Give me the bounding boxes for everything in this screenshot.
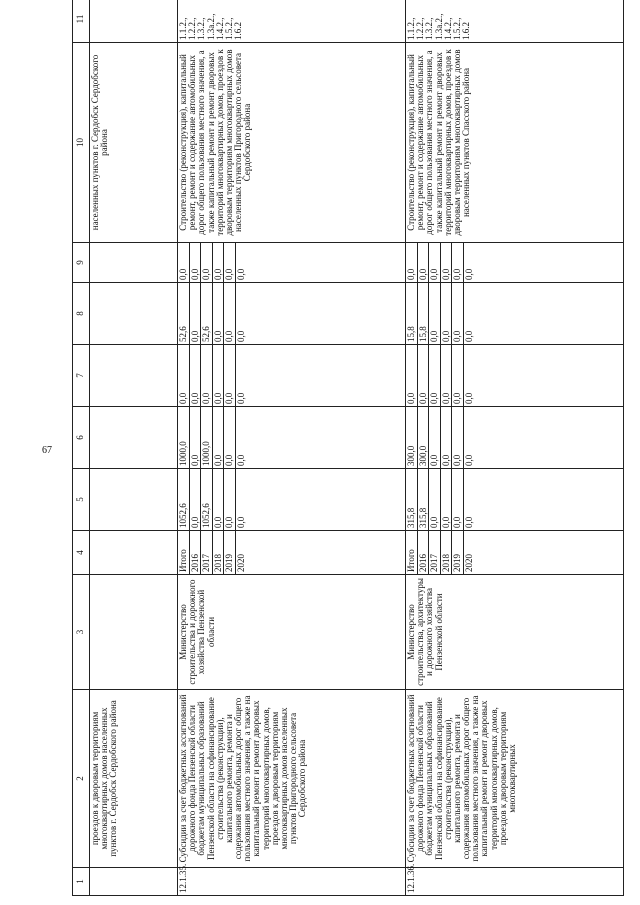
- year-value: 2019: [223, 531, 235, 574]
- amount-value: 0,0: [223, 283, 235, 344]
- ministry: Министерство строительства и дорожного хозяйства Пензенской области: [178, 575, 406, 690]
- header-cell: 5: [73, 469, 90, 531]
- amount-value: 52,6: [200, 283, 212, 344]
- empty-cell: [90, 283, 178, 345]
- row-number: [90, 868, 178, 896]
- amount-value: 0,0: [178, 268, 188, 280]
- amount-value: 0,0: [451, 469, 463, 530]
- amount-value: 0,0: [417, 345, 429, 406]
- years-cell: [178, 531, 406, 575]
- amount-value: 0,0: [451, 283, 463, 344]
- years-cell: [406, 531, 624, 575]
- year-value: 2016: [417, 531, 429, 574]
- amount-value: 0,0: [417, 243, 429, 282]
- local-cell: [178, 283, 406, 345]
- indicators: 1.1.2., 1.2.2., 1.3.2., 1.3а.2., 1.4.2., 1.5.2., 1.6.2: [406, 0, 624, 43]
- header-cell: 3: [73, 575, 90, 690]
- federal-cell: [406, 345, 624, 407]
- amount-value: 0,0: [428, 243, 440, 282]
- amount-value: 0,0: [463, 407, 475, 468]
- amount-value: 0,0: [463, 283, 475, 344]
- amount-value: 0,0: [223, 243, 235, 282]
- row-number: 12.1.36.: [406, 868, 624, 896]
- year-value: Итого: [178, 549, 188, 572]
- other-cell: [406, 243, 624, 283]
- empty-cell: [90, 345, 178, 407]
- amount-value: 15,8: [406, 326, 416, 342]
- expected-result: Строительство (реконструкция), капитальный ремонт, ремонт и содержание автомобильных дорог общего пользования местного значения, а также капитальный ремонт и ремонт дворовых территорий многоквартирных домов, проездов к дворовым территориям многоквартирных домов населенных пунктов Спасского района: [406, 43, 624, 243]
- amount-value: 0,0: [428, 283, 440, 344]
- amount-value: 0,0: [451, 243, 463, 282]
- ministry: [90, 575, 178, 690]
- amount-value: 0,0: [200, 243, 212, 282]
- amount-value: 0,0: [428, 345, 440, 406]
- year-value: 2018: [212, 531, 224, 574]
- amount-value: 0,0: [451, 345, 463, 406]
- header-cell: 1: [73, 868, 90, 896]
- total-cell: [406, 469, 624, 531]
- year-value: Итого: [406, 549, 416, 572]
- year-value: 2017: [428, 531, 440, 574]
- amount-value: 0,0: [428, 407, 440, 468]
- amount-value: 1052,6: [200, 469, 212, 530]
- header-cell: 6: [73, 407, 90, 469]
- amount-value: 0,0: [428, 469, 440, 530]
- amount-value: 15,8: [417, 283, 429, 344]
- amount-value: 0,0: [463, 243, 475, 282]
- amount-value: 0,0: [223, 469, 235, 530]
- indicators: 1.1.2., 1.2.2., 1.3.2., 1.3а.2., 1.4.2., 1.5.2., 1.6.2: [178, 0, 406, 43]
- amount-value: 0,0: [406, 392, 416, 404]
- total-cell: [178, 469, 406, 531]
- other-cell: [178, 243, 406, 283]
- amount-value: 0,0: [235, 283, 247, 344]
- year-value: 2020: [235, 531, 247, 574]
- page-number: 67: [42, 445, 52, 456]
- regional-cell: [406, 407, 624, 469]
- amount-value: 315,8: [406, 507, 416, 528]
- year-value: 2018: [440, 531, 452, 574]
- measure-name: проездов к дворовым территориям многоквартирных домов населенных пунктов г. Сердобск Сердобского района: [90, 690, 178, 868]
- header-cell: 7: [73, 345, 90, 407]
- header-row: [73, 0, 90, 896]
- amount-value: 0,0: [200, 345, 212, 406]
- amount-value: 0,0: [235, 243, 247, 282]
- amount-value: 0,0: [212, 243, 224, 282]
- local-cell: [406, 283, 624, 345]
- header-cell: 9: [73, 243, 90, 283]
- amount-value: 0,0: [440, 345, 452, 406]
- amount-value: 0,0: [212, 407, 224, 468]
- measure-name: Субсидии за счет бюджетных ассигнований дорожного фонда Пензенской области бюджетам муниципальных образований Пензенской области на софинансирование строительства (реконструкции), капитального ремонта, ремонта и содержания автомобильных дорог общего пользования местного значения, а также на капитальный ремонт и ремонт дворовых территорий многоквартирных домов, проездов к дворовым территориям многоквартирных домов населенных пунктов Пригородного сельсовета Сердобского района: [178, 690, 406, 868]
- regional-cell: [178, 407, 406, 469]
- header-cell: 8: [73, 283, 90, 345]
- program-table: [72, 0, 624, 896]
- header-cell: 11: [73, 0, 90, 43]
- amount-value: 0,0: [451, 407, 463, 468]
- rotated-table-container: [72, 0, 624, 896]
- amount-value: 315,8: [417, 469, 429, 530]
- table-row: [406, 0, 624, 896]
- amount-value: 0,0: [223, 407, 235, 468]
- amount-value: 0,0: [235, 407, 247, 468]
- header-cell: 10: [73, 43, 90, 243]
- year-value: 2020: [463, 531, 475, 574]
- amount-value: 0,0: [235, 469, 247, 530]
- amount-value: 1000,0: [200, 407, 212, 468]
- empty-cell: [90, 407, 178, 469]
- federal-cell: [178, 345, 406, 407]
- amount-value: 0,0: [212, 283, 224, 344]
- empty-cell: [90, 531, 178, 575]
- amount-value: 0,0: [212, 469, 224, 530]
- amount-value: 0,0: [440, 407, 452, 468]
- amount-value: 0,0: [223, 345, 235, 406]
- ministry: Министерство строительства, архитектуры и дорожного хозяйства Пензенской области: [406, 575, 624, 690]
- amount-value: 0,0: [440, 469, 452, 530]
- empty-cell: [90, 243, 178, 283]
- amount-value: 0,0: [178, 392, 188, 404]
- header-cell: 2: [73, 690, 90, 868]
- amount-value: 1000,0: [178, 441, 188, 466]
- amount-value: 0,0: [212, 345, 224, 406]
- amount-value: 300,0: [406, 445, 416, 466]
- row-number: 12.1.35.: [178, 868, 406, 896]
- amount-value: 0,0: [189, 407, 201, 468]
- empty-cell: [90, 469, 178, 531]
- amount-value: 0,0: [406, 268, 416, 280]
- amount-value: 1052,6: [178, 503, 188, 528]
- amount-value: 0,0: [463, 469, 475, 530]
- table-row-continued: [90, 0, 178, 896]
- year-value: 2019: [451, 531, 463, 574]
- amount-value: 0,0: [189, 469, 201, 530]
- year-value: 2016: [189, 531, 201, 574]
- amount-value: 0,0: [189, 345, 201, 406]
- year-value: 2017: [200, 531, 212, 574]
- table-row: [178, 0, 406, 896]
- indicators: [90, 0, 178, 43]
- expected-result: населенных пунктов г. Сердобск Сердобского района: [90, 43, 178, 243]
- expected-result: Строительство (реконструкция), капитальный ремонт, ремонт и содержание автомобильных дорог общего пользования местного значения, а также капитальный ремонт и ремонт дворовых территорий многоквартирных домов, проездов к дворовым территориям многоквартирных домов населенных пунктов Пригородного сельсовета Сердобского района: [178, 43, 406, 243]
- amount-value: 0,0: [235, 345, 247, 406]
- amount-value: 0,0: [440, 243, 452, 282]
- amount-value: 52,6: [178, 326, 188, 342]
- header-cell: 4: [73, 531, 90, 575]
- amount-value: 0,0: [463, 345, 475, 406]
- amount-value: 300,0: [417, 407, 429, 468]
- measure-name: Субсидии за счет бюджетных ассигнований дорожного фонда Пензенской области бюджетам муниципальных образований Пензенской области на софинансирование строительства (реконструкции), капитального ремонта, ремонта и содержания автомобильных дорог общего пользования местного значения, а также на капитальный ремонт и ремонт дворовых территорий многоквартирных домов, проездов к дворовым территориям многоквартирных: [406, 690, 624, 868]
- amount-value: 0,0: [189, 283, 201, 344]
- amount-value: 0,0: [189, 243, 201, 282]
- amount-value: 0,0: [440, 283, 452, 344]
